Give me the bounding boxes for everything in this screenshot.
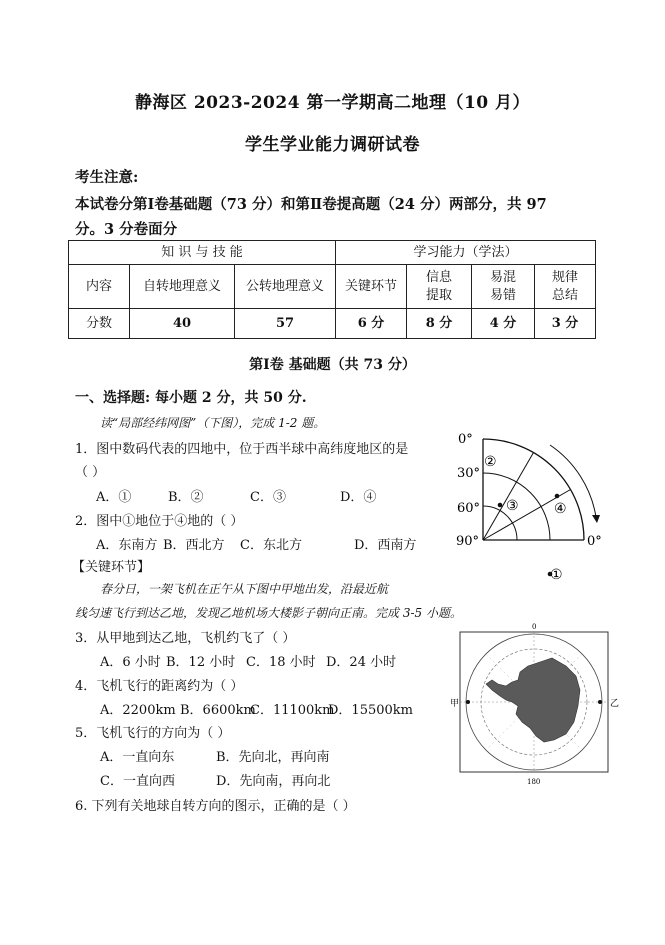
table-col-summary-l1: 规律 [551, 269, 578, 285]
fig2-label-yi: 乙 [610, 699, 620, 709]
table-col-summary-l2: 总结 [551, 287, 578, 303]
score-summary: 3 分 [535, 309, 596, 339]
fig2-label-top: 0 [532, 623, 537, 631]
table-group-ability: 学习能力（学法） [336, 241, 596, 265]
fig2-label-bottom: 180 [527, 778, 541, 786]
fig1-label-1: ① [550, 567, 563, 583]
q4-option-d: D．15500km [328, 703, 413, 718]
passage-line2: 线匀速飞行到达乙地，发现乙地机场大楼影子朝向正南。完成 3-5 小题。 [75, 606, 462, 620]
fig2-point-yi [598, 700, 602, 704]
passage-line1: 春分日，一架飞机在正午从下图中甲地出发，沿最近航 [100, 582, 389, 596]
fig1-point-4 [555, 494, 560, 499]
fig2-point-jia [466, 700, 470, 704]
q2-option-a: A．东南方 [96, 538, 158, 553]
part-title: 一、选择题: 每小题 2 分，共 50 分. [75, 390, 307, 406]
score-table [68, 240, 596, 339]
score-info: 8 分 [407, 309, 472, 339]
q5-stem: 5．飞机飞行的方向为（ ） [75, 726, 231, 741]
q1-option-b: B．② [168, 490, 204, 505]
fig2-label-jia: 甲 [450, 699, 460, 709]
figure-latlon-grid [440, 425, 620, 585]
q5-option-d: D．先向南，再向北 [216, 774, 331, 789]
fig1-lat-90: 90° [456, 534, 480, 549]
q3-stem: 3．从甲地到达乙地，飞机约飞了（ ） [75, 631, 296, 646]
score-revolution: 57 [235, 309, 336, 339]
q5-option-b: B．先向北，再向南 [216, 750, 330, 765]
q3-option-a: A．6 小时 [100, 655, 161, 670]
figure-antarctica-map [448, 618, 620, 788]
table-col-summary [535, 265, 596, 309]
q1-option-a: A．① [96, 490, 132, 505]
fig1-parallel-0 [483, 439, 584, 540]
table-row-label-content: 内容 [69, 265, 130, 309]
q4-option-b: B．6600km [180, 703, 256, 718]
q3-option-c: C．18 小时 [246, 655, 316, 670]
page-subtitle: 学生学业能力调研试卷 [245, 135, 420, 155]
notice-label: 考生注意: [75, 169, 139, 186]
table-col-info-l1: 信息 [425, 269, 452, 285]
score-confuse: 4 分 [472, 309, 535, 339]
q2-option-d: D．西南方 [354, 538, 417, 553]
q1-option-d: D．④ [340, 490, 377, 505]
fig1-label-2: ② [484, 454, 497, 470]
table-col-confuse [472, 265, 535, 309]
notice-line2: 分。3 分卷面分 [75, 221, 178, 238]
fig1-lat-30: 30° [457, 466, 481, 481]
table-group-knowledge: 知 识 与 技 能 [69, 241, 336, 265]
table-col-confuse-l1: 易混 [489, 269, 516, 285]
score-rotation: 40 [130, 309, 235, 339]
fig1-lat-0: 0° [458, 432, 473, 447]
table-col-info [407, 265, 472, 309]
fig1-point-3 [498, 503, 503, 508]
q5-option-c: C．一直向西 [100, 774, 175, 789]
q1-option-c: C．③ [250, 490, 286, 505]
q2-stem: 2．图中①地位于④地的（ ） [75, 514, 244, 529]
q4-option-a: A．2200km [100, 703, 176, 718]
fig1-label-4: ④ [554, 501, 567, 517]
table-row-label-score: 分数 [69, 309, 130, 339]
key-step-tag: 【关键环节】 [72, 560, 151, 575]
intro-text: 读“局部经纬网图”（下图），完成 1-2 题。 [100, 416, 326, 430]
q3-option-b: B．12 小时 [166, 655, 236, 670]
table-col-rotation: 自转地理意义 [130, 265, 235, 309]
table-col-info-l2: 提取 [425, 287, 452, 303]
fig1-label-3: ③ [506, 498, 519, 514]
q3-option-d: D．24 小时 [326, 655, 397, 670]
q2-option-b: B．西北方 [163, 538, 225, 553]
q5-option-a: A．一直向东 [100, 750, 175, 765]
page-title: 静海区 2023-2024 第一学期高二地理（10 月） [134, 93, 531, 113]
q2-option-c: C．东北方 [240, 538, 302, 553]
section-title: 第Ⅰ卷 基础题（共 73 分） [249, 357, 416, 373]
fig1-lon-0: 0° [587, 534, 602, 549]
q1-paren: （ ） [75, 465, 106, 480]
fig1-arrowhead [592, 515, 600, 523]
q1-stem: 1．图中数码代表的四地中，位于西半球中高纬度地区的是 [75, 442, 409, 457]
q4-option-c: C．11100km [250, 703, 335, 718]
table-col-key-step: 关键环节 [336, 265, 407, 309]
table-col-revolution: 公转地理意义 [235, 265, 336, 309]
table-col-confuse-l2: 易错 [489, 287, 516, 303]
score-key-step: 6 分 [336, 309, 407, 339]
fig1-lat-60: 60° [457, 501, 481, 516]
notice-line1: 本试卷分第Ⅰ卷基础题（73 分）和第Ⅱ卷提高题（24 分）两部分，共 97 [75, 196, 547, 213]
q4-stem: 4．飞机飞行的距离约为（ ） [75, 679, 244, 694]
q6-stem: 6. 下列有关地球自转方向的图示，正确的是（ ） [75, 799, 356, 814]
